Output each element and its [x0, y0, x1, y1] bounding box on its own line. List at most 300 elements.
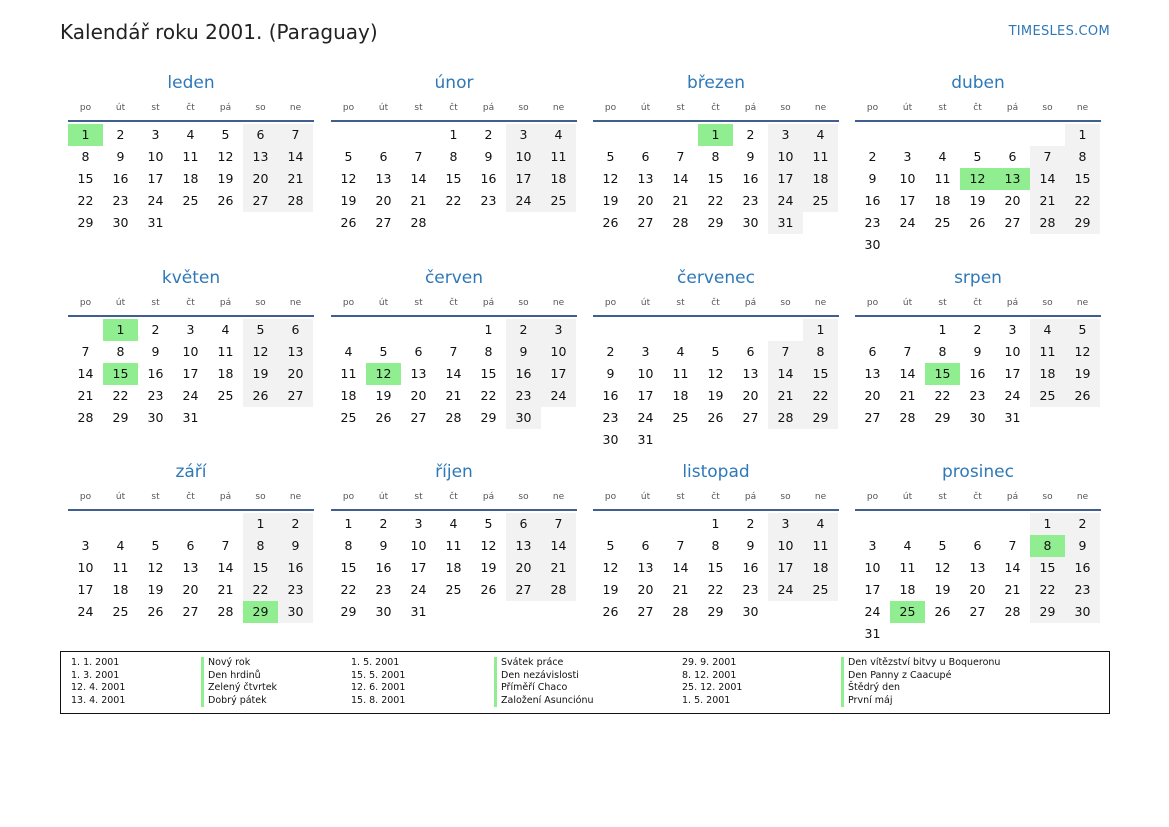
legend-holiday-name: Den Panny z Caacupé: [848, 669, 952, 681]
day-cell: 23: [742, 193, 759, 208]
day-cell: 8: [484, 344, 493, 359]
weekday-label: po: [604, 103, 617, 113]
day-cell: 20: [410, 388, 427, 403]
day-cell: 14: [1004, 560, 1021, 575]
empty-cell: [68, 513, 103, 535]
month-4: [68, 267, 314, 429]
day-cell: 27: [969, 604, 986, 619]
day-cell: 19: [602, 582, 619, 597]
empty-cell: [925, 513, 960, 535]
empty-cell: [366, 319, 401, 341]
weekday-label: po: [79, 492, 92, 502]
weekday-label: pá: [1006, 492, 1019, 502]
day-cell: 26: [243, 385, 278, 407]
day-cell: 1: [484, 322, 493, 337]
day-cell: 19: [969, 193, 986, 208]
legend-holiday-name: Založení Asunciónu: [501, 694, 594, 706]
empty-cell: [628, 319, 663, 341]
day-cell: 14: [672, 171, 689, 186]
weekday-header: [593, 487, 839, 511]
legend-date: 1. 5. 2001: [682, 694, 731, 706]
day-cell: 26: [934, 604, 951, 619]
day-cell: 3: [81, 538, 90, 553]
holiday-day-cell: 15: [925, 363, 960, 385]
day-cell: 4: [803, 124, 838, 146]
day-cell: 28: [899, 410, 916, 425]
day-cell: 13: [506, 535, 541, 557]
legend-holiday-name: Den hrdinů: [208, 669, 261, 681]
day-cell: 22: [934, 388, 951, 403]
day-cell: 1: [449, 127, 458, 142]
weekday-label: pá: [744, 298, 757, 308]
day-cell: 13: [864, 366, 881, 381]
day-cell: 31: [147, 215, 164, 230]
weekday-label: pá: [219, 492, 232, 502]
day-cell: 13: [969, 560, 986, 575]
day-grid: [855, 122, 1100, 256]
day-cell: 24: [768, 190, 803, 212]
day-cell: 6: [746, 344, 755, 359]
weekday-label: so: [518, 103, 529, 113]
day-cell: 21: [410, 193, 427, 208]
day-cell: 7: [278, 124, 313, 146]
day-cell: 22: [1065, 190, 1100, 212]
holiday-day-cell: 8: [1030, 535, 1065, 557]
day-cell: 25: [541, 190, 576, 212]
empty-cell: [995, 513, 1030, 535]
day-cell: 15: [445, 171, 462, 186]
day-cell: 7: [221, 538, 230, 553]
day-cell: 15: [1030, 557, 1065, 579]
weekday-label: po: [866, 103, 879, 113]
legend-date: 15. 5. 2001: [351, 669, 406, 681]
day-cell: 16: [506, 363, 541, 385]
day-cell: 21: [672, 193, 689, 208]
day-cell: 14: [217, 560, 234, 575]
day-cell: 2: [116, 127, 125, 142]
empty-cell: [855, 124, 890, 146]
day-cell: 2: [746, 516, 755, 531]
day-cell: 7: [81, 344, 90, 359]
day-cell: 7: [1030, 146, 1065, 168]
weekday-label: út: [640, 492, 651, 502]
weekday-label: čt: [973, 103, 982, 113]
day-cell: 28: [445, 410, 462, 425]
day-cell: 13: [410, 366, 427, 381]
day-cell: 12: [1065, 341, 1100, 363]
day-cell: 23: [602, 410, 619, 425]
day-cell: 27: [864, 410, 881, 425]
day-cell: 12: [602, 560, 619, 575]
day-cell: 5: [1065, 319, 1100, 341]
day-cell: 6: [414, 344, 423, 359]
day-grid: [593, 511, 838, 623]
day-cell: 9: [379, 538, 388, 553]
day-cell: 27: [410, 410, 427, 425]
weekday-label: st: [676, 103, 685, 113]
day-cell: 21: [1004, 582, 1021, 597]
month-1: [331, 72, 577, 234]
weekday-label: st: [151, 492, 160, 502]
legend-dates-col-2: [351, 657, 405, 707]
month-name: květen: [161, 268, 221, 288]
weekday-label: po: [604, 492, 617, 502]
weekday-label: st: [151, 103, 160, 113]
day-cell: 3: [506, 124, 541, 146]
month-name: listopad: [682, 462, 750, 482]
weekday-header: [331, 487, 577, 511]
day-cell: 29: [803, 407, 838, 429]
empty-cell: [663, 124, 698, 146]
day-cell: 21: [899, 388, 916, 403]
day-cell: 22: [77, 193, 94, 208]
day-cell: 1: [1065, 124, 1100, 146]
day-cell: 11: [217, 344, 234, 359]
empty-cell: [173, 513, 208, 535]
empty-cell: [593, 319, 628, 341]
empty-cell: [960, 513, 995, 535]
day-cell: 26: [602, 604, 619, 619]
weekday-label: pá: [219, 298, 232, 308]
month-name: říjen: [435, 462, 473, 482]
weekday-label: st: [414, 492, 423, 502]
weekday-header: [68, 293, 314, 317]
empty-cell: [733, 319, 768, 341]
day-cell: 16: [1065, 557, 1100, 579]
weekday-label: út: [115, 492, 126, 502]
day-cell: 8: [803, 341, 838, 363]
day-cell: 10: [147, 149, 164, 164]
day-cell: 23: [375, 582, 392, 597]
empty-cell: [698, 319, 733, 341]
weekday-label: pá: [744, 103, 757, 113]
day-cell: 18: [541, 168, 576, 190]
legend-date: 12. 6. 2001: [351, 682, 406, 694]
weekday-label: čt: [186, 298, 195, 308]
day-cell: 17: [899, 193, 916, 208]
day-cell: 2: [151, 322, 160, 337]
day-cell: 11: [803, 146, 838, 168]
day-cell: 26: [340, 215, 357, 230]
weekday-label: út: [115, 298, 126, 308]
day-cell: 25: [934, 215, 951, 230]
day-cell: 28: [1030, 212, 1065, 234]
day-cell: 21: [217, 582, 234, 597]
day-cell: 19: [1065, 363, 1100, 385]
day-cell: 5: [344, 149, 353, 164]
day-cell: 7: [449, 344, 458, 359]
weekday-label: po: [866, 492, 879, 502]
weekday-header: [593, 98, 839, 122]
day-cell: 1: [938, 322, 947, 337]
day-cell: 23: [147, 388, 164, 403]
day-cell: 16: [480, 171, 497, 186]
month-name: červen: [424, 268, 484, 288]
day-grid: [593, 122, 838, 234]
weekday-label: po: [866, 298, 879, 308]
day-cell: 3: [541, 319, 576, 341]
day-cell: 30: [742, 215, 759, 230]
empty-cell: [103, 513, 138, 535]
month-name: září: [175, 462, 207, 482]
day-cell: 19: [480, 560, 497, 575]
day-grid: [331, 122, 576, 234]
day-cell: 14: [445, 366, 462, 381]
day-cell: 27: [637, 604, 654, 619]
day-cell: 9: [116, 149, 125, 164]
day-cell: 3: [641, 344, 650, 359]
day-grid: [331, 317, 576, 429]
day-cell: 1: [344, 516, 353, 531]
day-cell: 17: [768, 557, 803, 579]
day-cell: 5: [484, 516, 493, 531]
day-cell: 5: [243, 319, 278, 341]
day-cell: 6: [243, 124, 278, 146]
weekday-label: čt: [973, 298, 982, 308]
day-cell: 22: [340, 582, 357, 597]
weekday-label: út: [902, 492, 913, 502]
day-cell: 24: [182, 388, 199, 403]
legend-holiday-name: Den nezávislosti: [501, 669, 579, 681]
day-cell: 12: [340, 171, 357, 186]
weekday-label: pá: [482, 103, 495, 113]
day-cell: 28: [541, 579, 576, 601]
day-cell: 8: [938, 344, 947, 359]
day-cell: 11: [112, 560, 129, 575]
day-cell: 7: [1008, 538, 1017, 553]
day-cell: 21: [768, 385, 803, 407]
weekday-header: [331, 98, 577, 122]
day-cell: 9: [746, 538, 755, 553]
day-cell: 14: [278, 146, 313, 168]
day-cell: 6: [186, 538, 195, 553]
day-cell: 10: [768, 146, 803, 168]
empty-cell: [138, 513, 173, 535]
weekday-label: ne: [289, 298, 302, 308]
day-cell: 24: [410, 582, 427, 597]
day-cell: 20: [1004, 193, 1021, 208]
weekday-label: pá: [744, 492, 757, 502]
day-cell: 2: [484, 127, 493, 142]
day-grid: [855, 317, 1100, 429]
legend-holiday-name: Štědrý den: [848, 682, 901, 694]
day-cell: 20: [506, 557, 541, 579]
day-cell: 31: [1004, 410, 1021, 425]
day-cell: 7: [414, 149, 423, 164]
brand-link[interactable]: TIMESLES.COM: [1008, 24, 1110, 39]
day-cell: 2: [606, 344, 615, 359]
day-cell: 11: [541, 146, 576, 168]
weekday-label: po: [342, 103, 355, 113]
day-cell: 27: [278, 385, 313, 407]
legend-date: 25. 12. 2001: [682, 682, 743, 694]
weekday-label: so: [780, 298, 791, 308]
day-grid: [68, 511, 313, 623]
empty-cell: [855, 513, 890, 535]
day-cell: 6: [379, 149, 388, 164]
day-cell: 8: [81, 149, 90, 164]
day-cell: 14: [768, 363, 803, 385]
day-cell: 17: [147, 171, 164, 186]
day-cell: 3: [414, 516, 423, 531]
day-cell: 5: [221, 127, 230, 142]
day-cell: 23: [506, 385, 541, 407]
day-cell: 3: [1008, 322, 1017, 337]
day-cell: 17: [1004, 366, 1021, 381]
day-cell: 18: [445, 560, 462, 575]
day-cell: 4: [344, 344, 353, 359]
weekday-label: so: [1042, 492, 1053, 502]
day-cell: 19: [340, 193, 357, 208]
weekday-label: pá: [482, 492, 495, 502]
day-cell: 12: [217, 149, 234, 164]
weekday-header: [593, 293, 839, 317]
day-cell: 10: [506, 146, 541, 168]
day-cell: 26: [707, 410, 724, 425]
day-cell: 19: [934, 582, 951, 597]
day-cell: 19: [243, 363, 278, 385]
empty-cell: [663, 513, 698, 535]
day-cell: 28: [768, 407, 803, 429]
day-cell: 4: [449, 516, 458, 531]
month-2: [593, 72, 839, 234]
weekday-label: so: [1042, 298, 1053, 308]
day-cell: 6: [1008, 149, 1017, 164]
day-cell: 25: [803, 190, 838, 212]
empty-cell: [890, 319, 925, 341]
weekday-header: [855, 98, 1101, 122]
weekday-label: ne: [552, 492, 565, 502]
legend-date: 1. 1. 2001: [71, 657, 120, 668]
day-cell: 5: [606, 538, 615, 553]
day-cell: 3: [186, 322, 195, 337]
day-cell: 27: [243, 190, 278, 212]
day-cell: 5: [151, 538, 160, 553]
day-cell: 17: [77, 582, 94, 597]
day-cell: 29: [480, 410, 497, 425]
weekday-label: st: [938, 103, 947, 113]
day-cell: 20: [182, 582, 199, 597]
weekday-label: st: [414, 103, 423, 113]
weekday-label: st: [938, 492, 947, 502]
day-cell: 17: [541, 363, 576, 385]
weekday-label: st: [676, 492, 685, 502]
legend-holiday-name: Dobrý pátek: [208, 694, 267, 706]
weekday-label: ne: [552, 103, 565, 113]
holiday-day-cell: 15: [103, 363, 138, 385]
day-cell: 23: [864, 215, 881, 230]
day-cell: 19: [707, 388, 724, 403]
day-cell: 6: [973, 538, 982, 553]
day-cell: 2: [868, 149, 877, 164]
day-cell: 17: [864, 582, 881, 597]
day-cell: 30: [969, 410, 986, 425]
holiday-day-cell: 12: [960, 168, 995, 190]
day-cell: 8: [1065, 146, 1100, 168]
weekday-label: ne: [552, 298, 565, 308]
weekday-label: čt: [186, 103, 195, 113]
day-cell: 14: [672, 560, 689, 575]
empty-cell: [960, 124, 995, 146]
day-cell: 27: [182, 604, 199, 619]
day-cell: 2: [746, 127, 755, 142]
day-cell: 24: [1004, 388, 1021, 403]
day-cell: 22: [1030, 579, 1065, 601]
day-cell: 7: [541, 513, 576, 535]
day-cell: 12: [480, 538, 497, 553]
day-cell: 20: [278, 363, 313, 385]
holiday-day-cell: 12: [366, 363, 401, 385]
weekday-label: út: [640, 298, 651, 308]
empty-cell: [593, 124, 628, 146]
day-cell: 11: [934, 171, 951, 186]
day-cell: 4: [186, 127, 195, 142]
day-grid: [68, 317, 313, 429]
day-cell: 13: [243, 146, 278, 168]
weekday-label: út: [640, 103, 651, 113]
day-cell: 22: [707, 582, 724, 597]
weekday-label: čt: [711, 298, 720, 308]
weekday-label: ne: [1076, 492, 1089, 502]
day-cell: 8: [116, 344, 125, 359]
empty-cell: [628, 124, 663, 146]
day-cell: 12: [147, 560, 164, 575]
day-cell: 25: [803, 579, 838, 601]
legend-holiday-name: Příměří Chaco: [501, 682, 568, 694]
weekday-label: st: [151, 298, 160, 308]
page-title: Kalendář roku 2001. (Paraguay): [60, 20, 378, 44]
day-cell: 29: [1030, 601, 1065, 623]
day-cell: 24: [768, 579, 803, 601]
day-cell: 9: [484, 149, 493, 164]
day-cell: 13: [182, 560, 199, 575]
weekday-label: út: [115, 103, 126, 113]
day-cell: 20: [864, 388, 881, 403]
day-cell: 16: [864, 193, 881, 208]
day-cell: 14: [410, 171, 427, 186]
legend-names-col-2: [494, 657, 594, 707]
day-cell: 12: [707, 366, 724, 381]
day-cell: 11: [182, 149, 199, 164]
month-5: [331, 267, 577, 429]
day-cell: 2: [973, 322, 982, 337]
weekday-label: ne: [1076, 103, 1089, 113]
weekday-header: [68, 98, 314, 122]
day-cell: 12: [602, 171, 619, 186]
holiday-day-cell: 13: [995, 168, 1030, 190]
day-cell: 18: [899, 582, 916, 597]
day-cell: 3: [768, 513, 803, 535]
day-cell: 30: [147, 410, 164, 425]
day-cell: 1: [803, 319, 838, 341]
day-cell: 21: [541, 557, 576, 579]
legend-holiday-name: Zelený čtvrtek: [208, 682, 278, 694]
day-cell: 13: [742, 366, 759, 381]
day-cell: 9: [868, 171, 877, 186]
day-cell: 2: [1065, 513, 1100, 535]
day-cell: 23: [112, 193, 129, 208]
day-cell: 31: [182, 410, 199, 425]
day-cell: 4: [938, 149, 947, 164]
day-cell: 19: [602, 193, 619, 208]
day-cell: 31: [410, 604, 427, 619]
month-0: [68, 72, 314, 234]
day-cell: 22: [445, 193, 462, 208]
day-cell: 29: [934, 410, 951, 425]
day-cell: 4: [803, 513, 838, 535]
day-cell: 26: [969, 215, 986, 230]
day-cell: 23: [480, 193, 497, 208]
